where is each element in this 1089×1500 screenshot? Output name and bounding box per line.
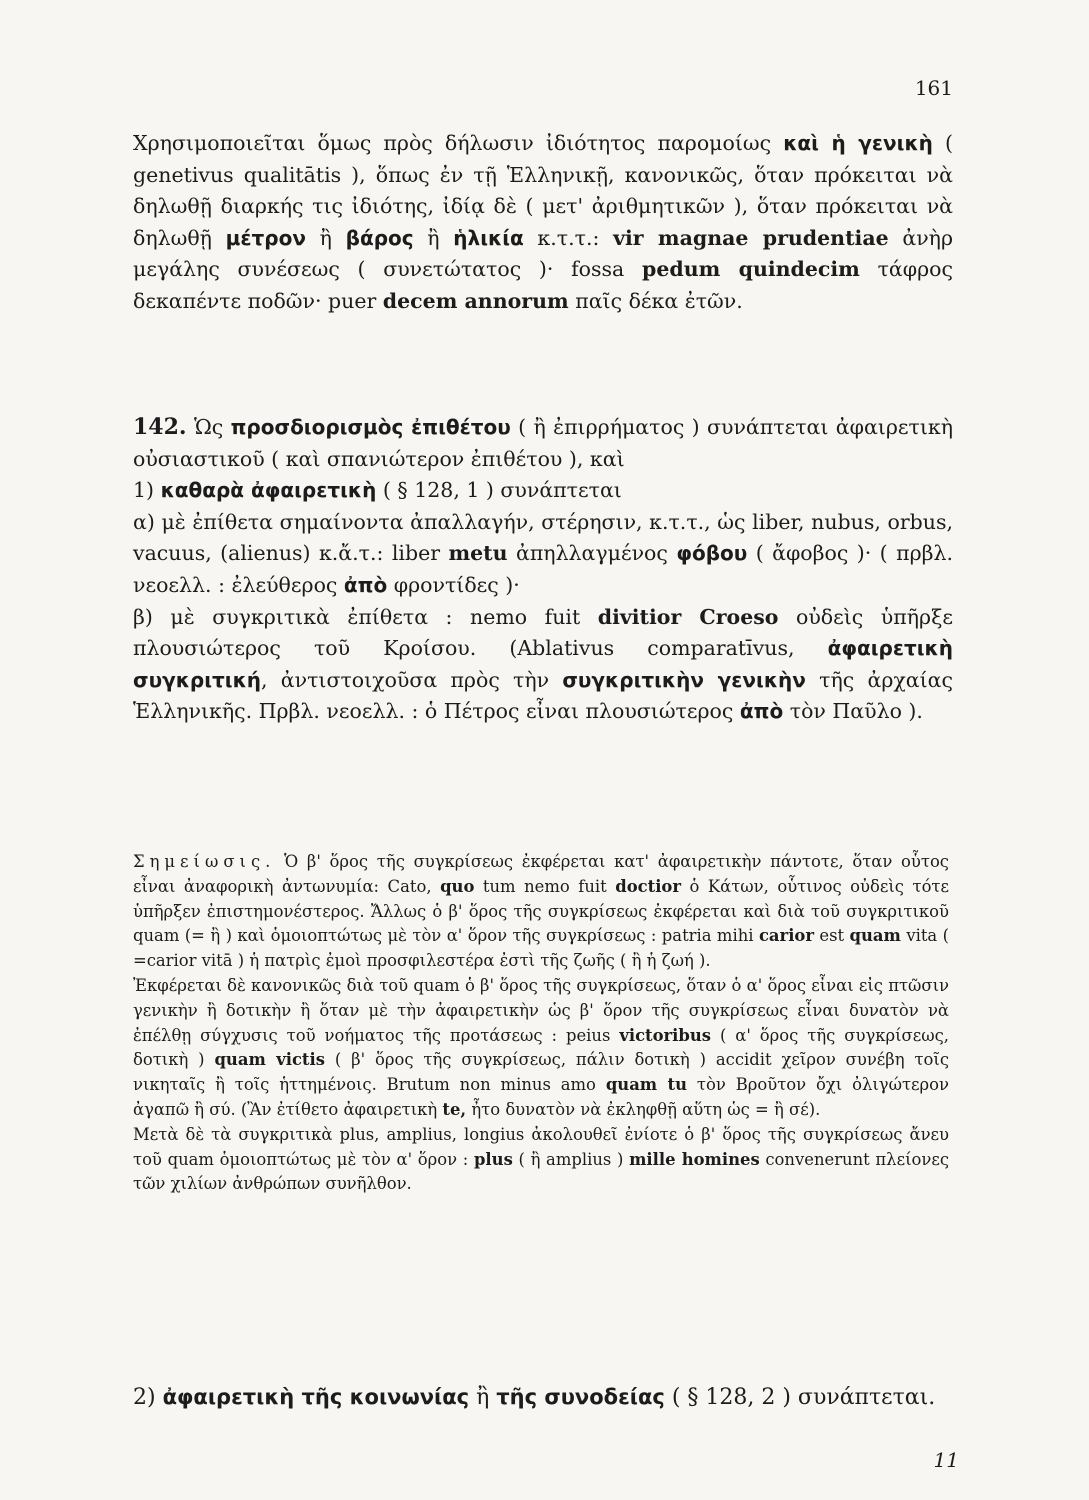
- text: τάφρος δεκαπέντε ποδῶν· puer: [133, 257, 954, 313]
- latin-example: quam: [849, 926, 901, 946]
- text: ἢ: [413, 225, 454, 250]
- bold-term: ἀφαιρετικὴ τῆς κοινωνίας: [162, 1385, 470, 1409]
- latin-example: carior: [758, 926, 814, 946]
- text: ἀνὴρ μεγάλης συνέσεως ( συνετώτατος )· fossa: [133, 225, 953, 282]
- text: ( ἢ amplius ): [512, 1149, 630, 1169]
- bold-term: βάρος: [345, 225, 414, 250]
- text: Χρησιμοποιεῖται ὅμως πρὸς δήλωσιν ἰδιότητος παρομοίως: [133, 131, 784, 155]
- text: est: [813, 926, 850, 946]
- text: ἀπηλλαγμένος: [507, 541, 677, 566]
- item-label: 1): [133, 478, 161, 503]
- text: Ἐκφέρεται δὲ κανονικῶς διὰ τοῦ quam ὁ β' ὅρος τῆς συγκρίσεως, ὅταν ὁ α' ὅρος εἶναι εἰς πτῶσιν γενικὴν ἢ δοτικὴν ἢ ὅταν μὲ τὴν ἀφαιρετικὴν ὡς β' ὅρον τῆς συγκρίσεως εἶναι δυνατὸν νὰ ἐπέλθῃ σύγχυσις τοῦ νοήματος τῆς προτάσεως : peius: [133, 975, 949, 1045]
- text: ( ἄφοβος )· ( πρβλ. νεοελλ. : ἐλεύθερος: [133, 541, 953, 597]
- text: ἢ: [469, 1385, 497, 1410]
- bold-term: ἀπὸ: [343, 572, 388, 597]
- text: ( β' ὅρος τῆς συγκρίσεως, πάλιν δοτικὴ ) accidit χεῖρον συνέβη τοῖς νικηταῖς ἢ τοῖς ἡττημένοις. Brutum non minus amo: [133, 1050, 950, 1095]
- latin-example: te,: [442, 1099, 467, 1119]
- text: β) μὲ συγκριτικὰ ἐπίθετα : nemo fuit: [133, 604, 598, 629]
- text: ( ἢ ἐπιρρήματος ) συνάπτεται ἀφαιρετικὴ οὐσιαστικοῦ ( καὶ σπανιώτερον ἐπιθέτου ), καὶ: [133, 415, 953, 471]
- bold-term: ἀπὸ: [739, 699, 784, 724]
- text: κ.τ.τ.:: [523, 225, 614, 250]
- text: ἢ: [305, 225, 346, 250]
- latin-example: metu: [448, 541, 508, 566]
- signature-mark: 11: [933, 1448, 959, 1472]
- latin-example: quo: [440, 876, 475, 896]
- paragraph-genitive-quality: [133, 128, 953, 318]
- item-label: 2): [133, 1385, 163, 1410]
- bold-term: τῆς συνοδείας: [496, 1385, 665, 1409]
- text: παῖς δέκα ἐτῶν.: [568, 288, 743, 313]
- latin-example: doctior: [615, 876, 681, 896]
- latin-example: victoribus: [619, 1025, 712, 1045]
- text: οὐδεὶς ὑπῆρξε πλουσιώτερος τοῦ Κροίσου. (Ablativus comparatīvus,: [133, 604, 953, 661]
- text: Ὡς: [186, 415, 231, 439]
- text: convenerunt πλείονες τῶν χιλίων ἀνθρώπων συνῆλθον.: [133, 1149, 949, 1194]
- text: ( α' ὅρος τῆς συγκρίσεως, δοτικὴ ): [133, 1025, 949, 1070]
- text: , ἀντιστοιχοῦσα πρὸς τὴν: [261, 667, 563, 692]
- bold-term: καθαρὰ ἀφαιρετικὴ: [160, 478, 377, 503]
- text: ὁ Κάτων, οὗτινος οὐδεὶς τότε ὑπῆρξεν ἐπιστημονέστερος. Ἄλλως ὁ β' ὅρος τῆς συγκρίσεως ἐκφέρεται καὶ διὰ τοῦ συγκριτικοῦ quam (= ἢ ) καὶ ὁμοιοπτώτως μὲ τὸν α' ὅρον τῆς συγκρίσεως : patria mihi: [133, 876, 949, 946]
- text: ( genetivus qualitātis ), ὅπως ἐν τῇ Ἑλληνικῇ, κανονικῶς, ὅταν πρόκειται νὰ δηλωθῇ διαρκής τις ἰδιότης, ἰδίᾳ δὲ ( μετ' ἀριθμητικῶν ), ὅταν πρόκειται νὰ δηλωθῇ: [133, 131, 953, 250]
- bold-term: φόβου: [676, 541, 748, 566]
- text: tum nemo fuit: [474, 876, 616, 896]
- bold-term: καὶ ἡ γενικὴ: [783, 131, 933, 155]
- text: Ὁ β' ὅρος τῆς συγκρίσεως ἐκφέρεται κατ' ἀφαιρετικὴν πάντοτε, ὅταν οὗτος εἶναι ἀναφορικὴ ἀντωνυμία: Cato,: [133, 852, 949, 896]
- text: φροντίδες )·: [387, 572, 520, 597]
- text: α) μὲ ἐπίθετα σημαίνοντα ἀπαλλαγήν, στέρησιν, κ.τ.τ., ὡς liber, nubus, orbus, vacuus, (alienus) κ.ἄ.τ.: liber: [133, 509, 953, 566]
- latin-example: divitior Croeso: [597, 604, 779, 629]
- text: τὸν Παῦλο ).: [783, 699, 923, 724]
- latin-example: mille homines: [629, 1149, 760, 1169]
- bold-term: ἀφαιρετικὴ συγκριτική: [133, 636, 953, 692]
- note-label: Σημείωσις.: [133, 852, 276, 871]
- text: vita ( =carior vitā ) ἡ πατρὶς ἐμοὶ προσφιλεστέρα ἐστὶ τῆς ζωῆς ( ἢ ἡ ζωή ).: [133, 926, 949, 971]
- text: ἦτο δυνατὸν νὰ ἐκληφθῇ αὕτη ὡς = ἢ σέ).: [466, 1099, 821, 1119]
- text: τῆς ἀρχαίας Ἑλληνικῆς. Πρβλ. νεοελλ. : ὁ Πέτρος εἶναι πλουσιώτερος: [133, 667, 953, 724]
- latin-example: pedum quindecim: [641, 257, 860, 282]
- latin-example: quam victis: [214, 1050, 325, 1070]
- bold-term: συγκριτικὴν γενικὴν: [562, 667, 806, 692]
- text: ( § 128, 1 ) συνάπτεται: [376, 478, 622, 503]
- item-2-paragraph: [133, 1380, 949, 1415]
- bold-term: προσδιορισμὸς ἐπιθέτου: [230, 415, 511, 439]
- text: ( § 128, 2 ) συνάπτεται.: [664, 1385, 936, 1410]
- text: τὸν Βροῦτον ὄχι ὀλιγώτερον ἀγαπῶ ἢ σύ. (Ἂν ἐτίθετο ἀφαιρετικὴ: [133, 1075, 949, 1119]
- bold-term: μέτρον: [225, 225, 306, 250]
- page-number: 161: [914, 76, 953, 100]
- text: Μετὰ δὲ τὰ συγκριτικὰ plus, amplius, longius ἀκολουθεῖ ἐνίοτε ὁ β' ὅρος τῆς συγκρίσεως ἄνευ τοῦ quam ὁμοιοπτώτως μὲ τὸν α' ὅρον :: [133, 1124, 949, 1169]
- section-142: [133, 412, 953, 728]
- bold-term: ἡλικία: [453, 225, 524, 250]
- section-number: 142.: [133, 414, 187, 440]
- latin-example: quam tu: [605, 1075, 688, 1095]
- note-section: [133, 850, 949, 1197]
- latin-example: vir magnae prudentiae: [613, 225, 889, 250]
- latin-example: plus: [473, 1149, 513, 1169]
- latin-example: decem annorum: [382, 288, 569, 313]
